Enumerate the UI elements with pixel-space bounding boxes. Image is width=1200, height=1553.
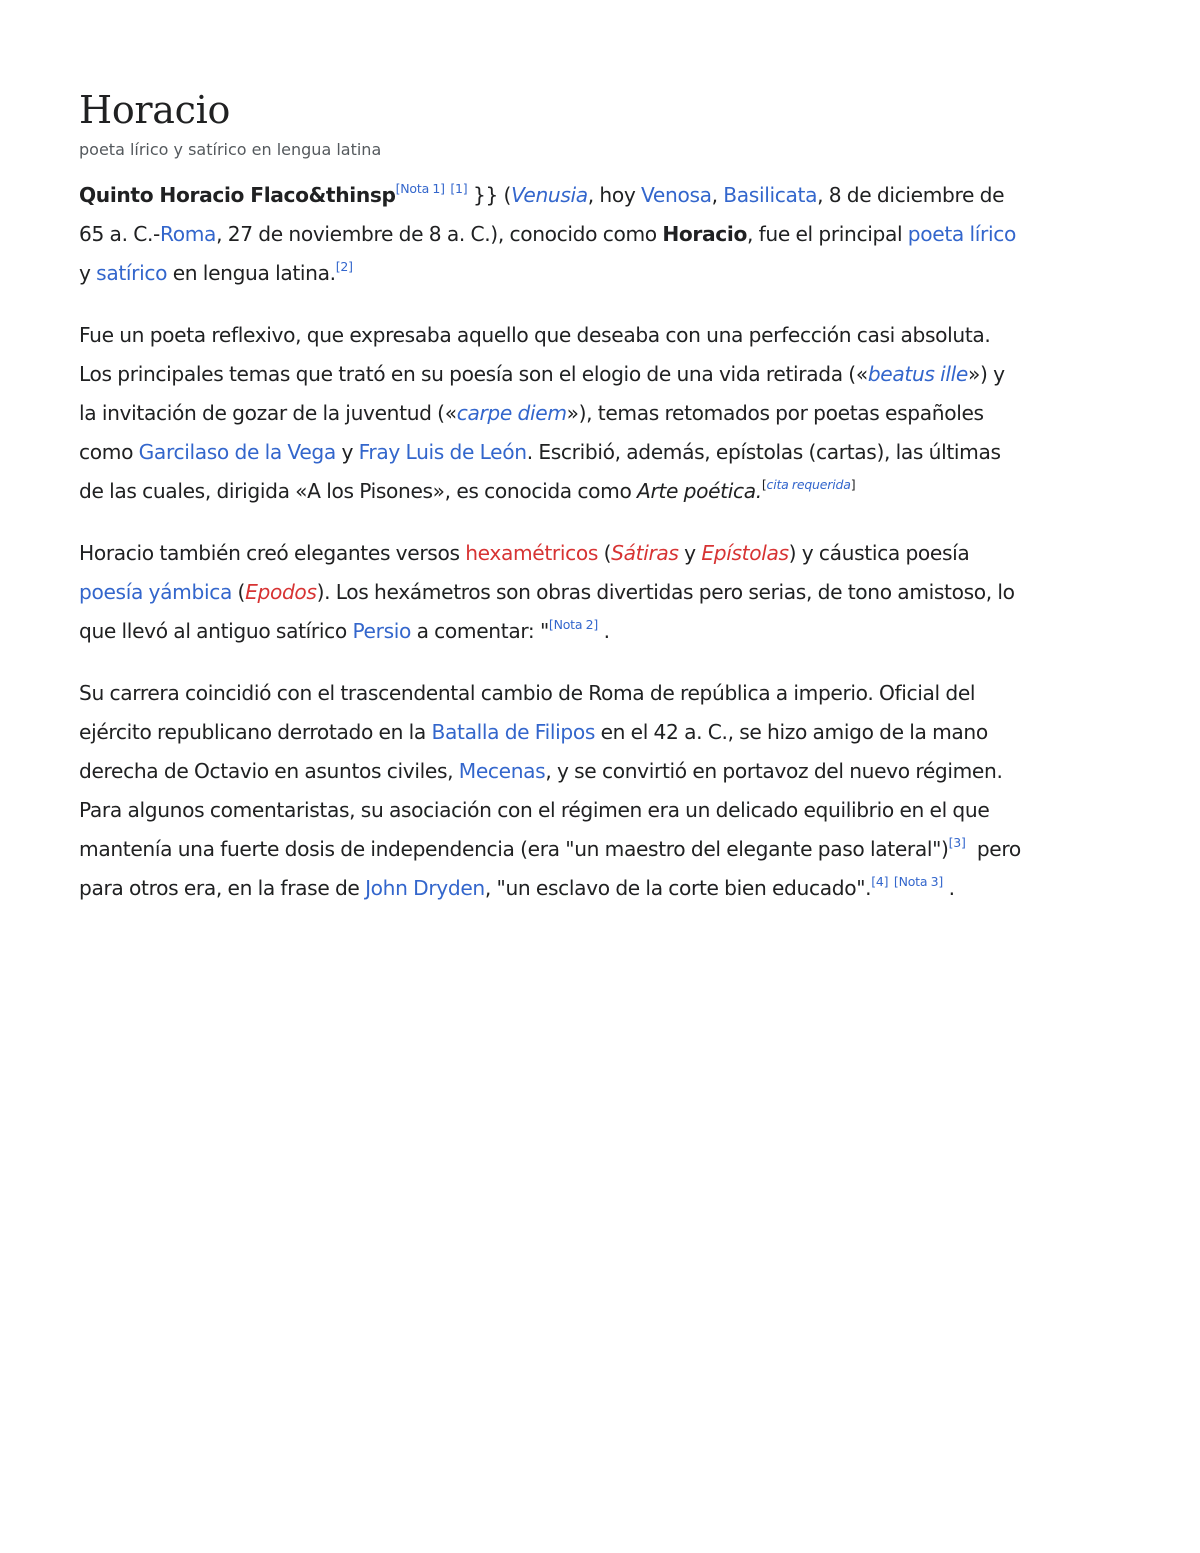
paragraph-career (79, 674, 1129, 908)
text: mantenía una fuerte dosis de independencia (era "un maestro del elegante paso lateral") (79, 837, 949, 862)
bold-horacio: Horacio (662, 222, 747, 247)
text: pero (965, 837, 1021, 862)
link-epistolas-label: Epístolas (701, 541, 789, 566)
bracket: [ (761, 477, 767, 493)
link-epodos-label: Epodos (245, 580, 317, 605)
link-beatus-ille[interactable] (868, 362, 968, 386)
link-john-dryden[interactable]: John Dryden (365, 876, 485, 901)
text: la invitación de gozar de la juventud (« (79, 401, 457, 426)
article (79, 88, 1129, 908)
text: , hoy (587, 183, 642, 208)
text: . (943, 876, 955, 901)
text: ). Los hexámetros son obras divertidas pero serias, de tono amistoso, lo (316, 580, 1015, 605)
text: y (79, 261, 97, 286)
link-batalla-filipos[interactable]: Batalla de Filipos (431, 720, 595, 745)
link-poeta-lirico[interactable]: poeta lírico (907, 222, 1016, 247)
link-carpe-diem[interactable] (457, 401, 567, 425)
text: »), temas retomados por poetas españoles (566, 401, 984, 426)
text: ( (598, 541, 612, 566)
ref-nota-2[interactable]: [Nota 2] (548, 617, 599, 633)
text: en el 42 a. C., se hizo amigo de la mano (595, 720, 988, 745)
text: que llevó al antiguo satírico (79, 619, 353, 644)
link-venusia-label: Venusia (511, 183, 588, 208)
text: ) y cáustica poesía (788, 541, 970, 566)
cita-requerida (762, 477, 856, 492)
ref-nota-3[interactable]: [Nota 3] (893, 874, 944, 890)
link-persio[interactable]: Persio (352, 619, 412, 644)
text: . Escribió, además, epístolas (cartas), las últimas (526, 440, 1001, 465)
text: , 8 de diciembre de (817, 183, 1005, 208)
text: , 27 de noviembre de 8 a. C.), conocido como (216, 222, 663, 247)
link-epistolas[interactable] (701, 541, 788, 565)
link-hexametricos[interactable]: hexamétricos (465, 541, 599, 566)
text: ( (231, 580, 246, 605)
text: , fue el principal (746, 222, 908, 247)
text: ejército republicano derrotado en la (79, 720, 432, 745)
text: Para algunos comentaristas, su asociación con el régimen era un delicado equilibrio en el que (79, 798, 990, 823)
text: y (678, 541, 702, 566)
text: a comentar: " (411, 619, 549, 644)
text: Su carrera coincidió con el trascendental cambio de Roma de república a imperio. Oficial del (79, 681, 976, 706)
text: }} ( (467, 183, 512, 208)
text: , (711, 183, 724, 208)
paragraph-themes (79, 316, 1129, 511)
text: para otros era, en la frase de (79, 876, 366, 901)
subject-name: Quinto Horacio Flaco&thinsp (79, 183, 396, 208)
text: , y se convirtió en portavoz del nuevo régimen. (545, 759, 1003, 784)
link-satiras[interactable] (611, 541, 678, 565)
link-satiras-label: Sátiras (611, 541, 679, 566)
ref-3[interactable]: [3] (948, 835, 966, 851)
page-title: Horacio (79, 88, 231, 132)
ref-2[interactable]: [2] (335, 259, 353, 275)
link-cita-requerida[interactable] (767, 477, 851, 492)
text: Los principales temas que trató en su poesía son el elogio de una vida retirada (« (79, 362, 868, 387)
bracket: ] (850, 477, 856, 493)
page-subtitle: poeta lírico y satírico en lengua latina (79, 139, 382, 159)
text: 65 a. C.- (79, 222, 160, 247)
text: en lengua latina. (167, 261, 336, 286)
text: derecha de Octavio en asuntos civiles, (79, 759, 459, 784)
paragraph-verses (79, 534, 1129, 651)
ref-nota-1[interactable]: [Nota 1] (395, 181, 445, 197)
ref-4[interactable]: [4] (871, 874, 889, 890)
link-venosa[interactable]: Venosa (641, 183, 712, 208)
text: de las cuales, dirigida «A los Pisones», es conocida como (79, 479, 638, 504)
link-fray-luis[interactable]: Fray Luis de León (358, 440, 527, 465)
link-poesia-yambica[interactable]: poesía yámbica (79, 580, 232, 605)
text: , "un esclavo de la corte bien educado". (484, 876, 872, 901)
italic-arte-poetica: Arte poética. (637, 479, 762, 504)
text: y (335, 440, 359, 465)
text: como (79, 440, 139, 465)
link-mecenas[interactable]: Mecenas (458, 759, 546, 784)
text: ») y (967, 362, 1005, 387)
ref-1[interactable]: [1] (450, 181, 468, 197)
link-cita-requerida-label: cita requerida (766, 477, 851, 493)
link-venusia[interactable] (511, 183, 588, 207)
paragraph-intro (79, 176, 1129, 293)
link-garcilaso[interactable]: Garcilaso de la Vega (138, 440, 336, 465)
link-basilicata[interactable]: Basilicata (723, 183, 818, 208)
text: . (598, 619, 610, 644)
link-satirico[interactable]: satírico (96, 261, 168, 286)
text: Horacio también creó elegantes versos (79, 541, 466, 566)
text: Fue un poeta reflexivo, que expresaba aquello que deseaba con una perfección casi absoluta. (79, 323, 991, 348)
link-beatus-ille-label: beatus ille (867, 362, 968, 387)
link-roma[interactable]: Roma (159, 222, 217, 247)
link-carpe-diem-label: carpe diem (456, 401, 567, 426)
link-epodos[interactable] (245, 580, 317, 604)
